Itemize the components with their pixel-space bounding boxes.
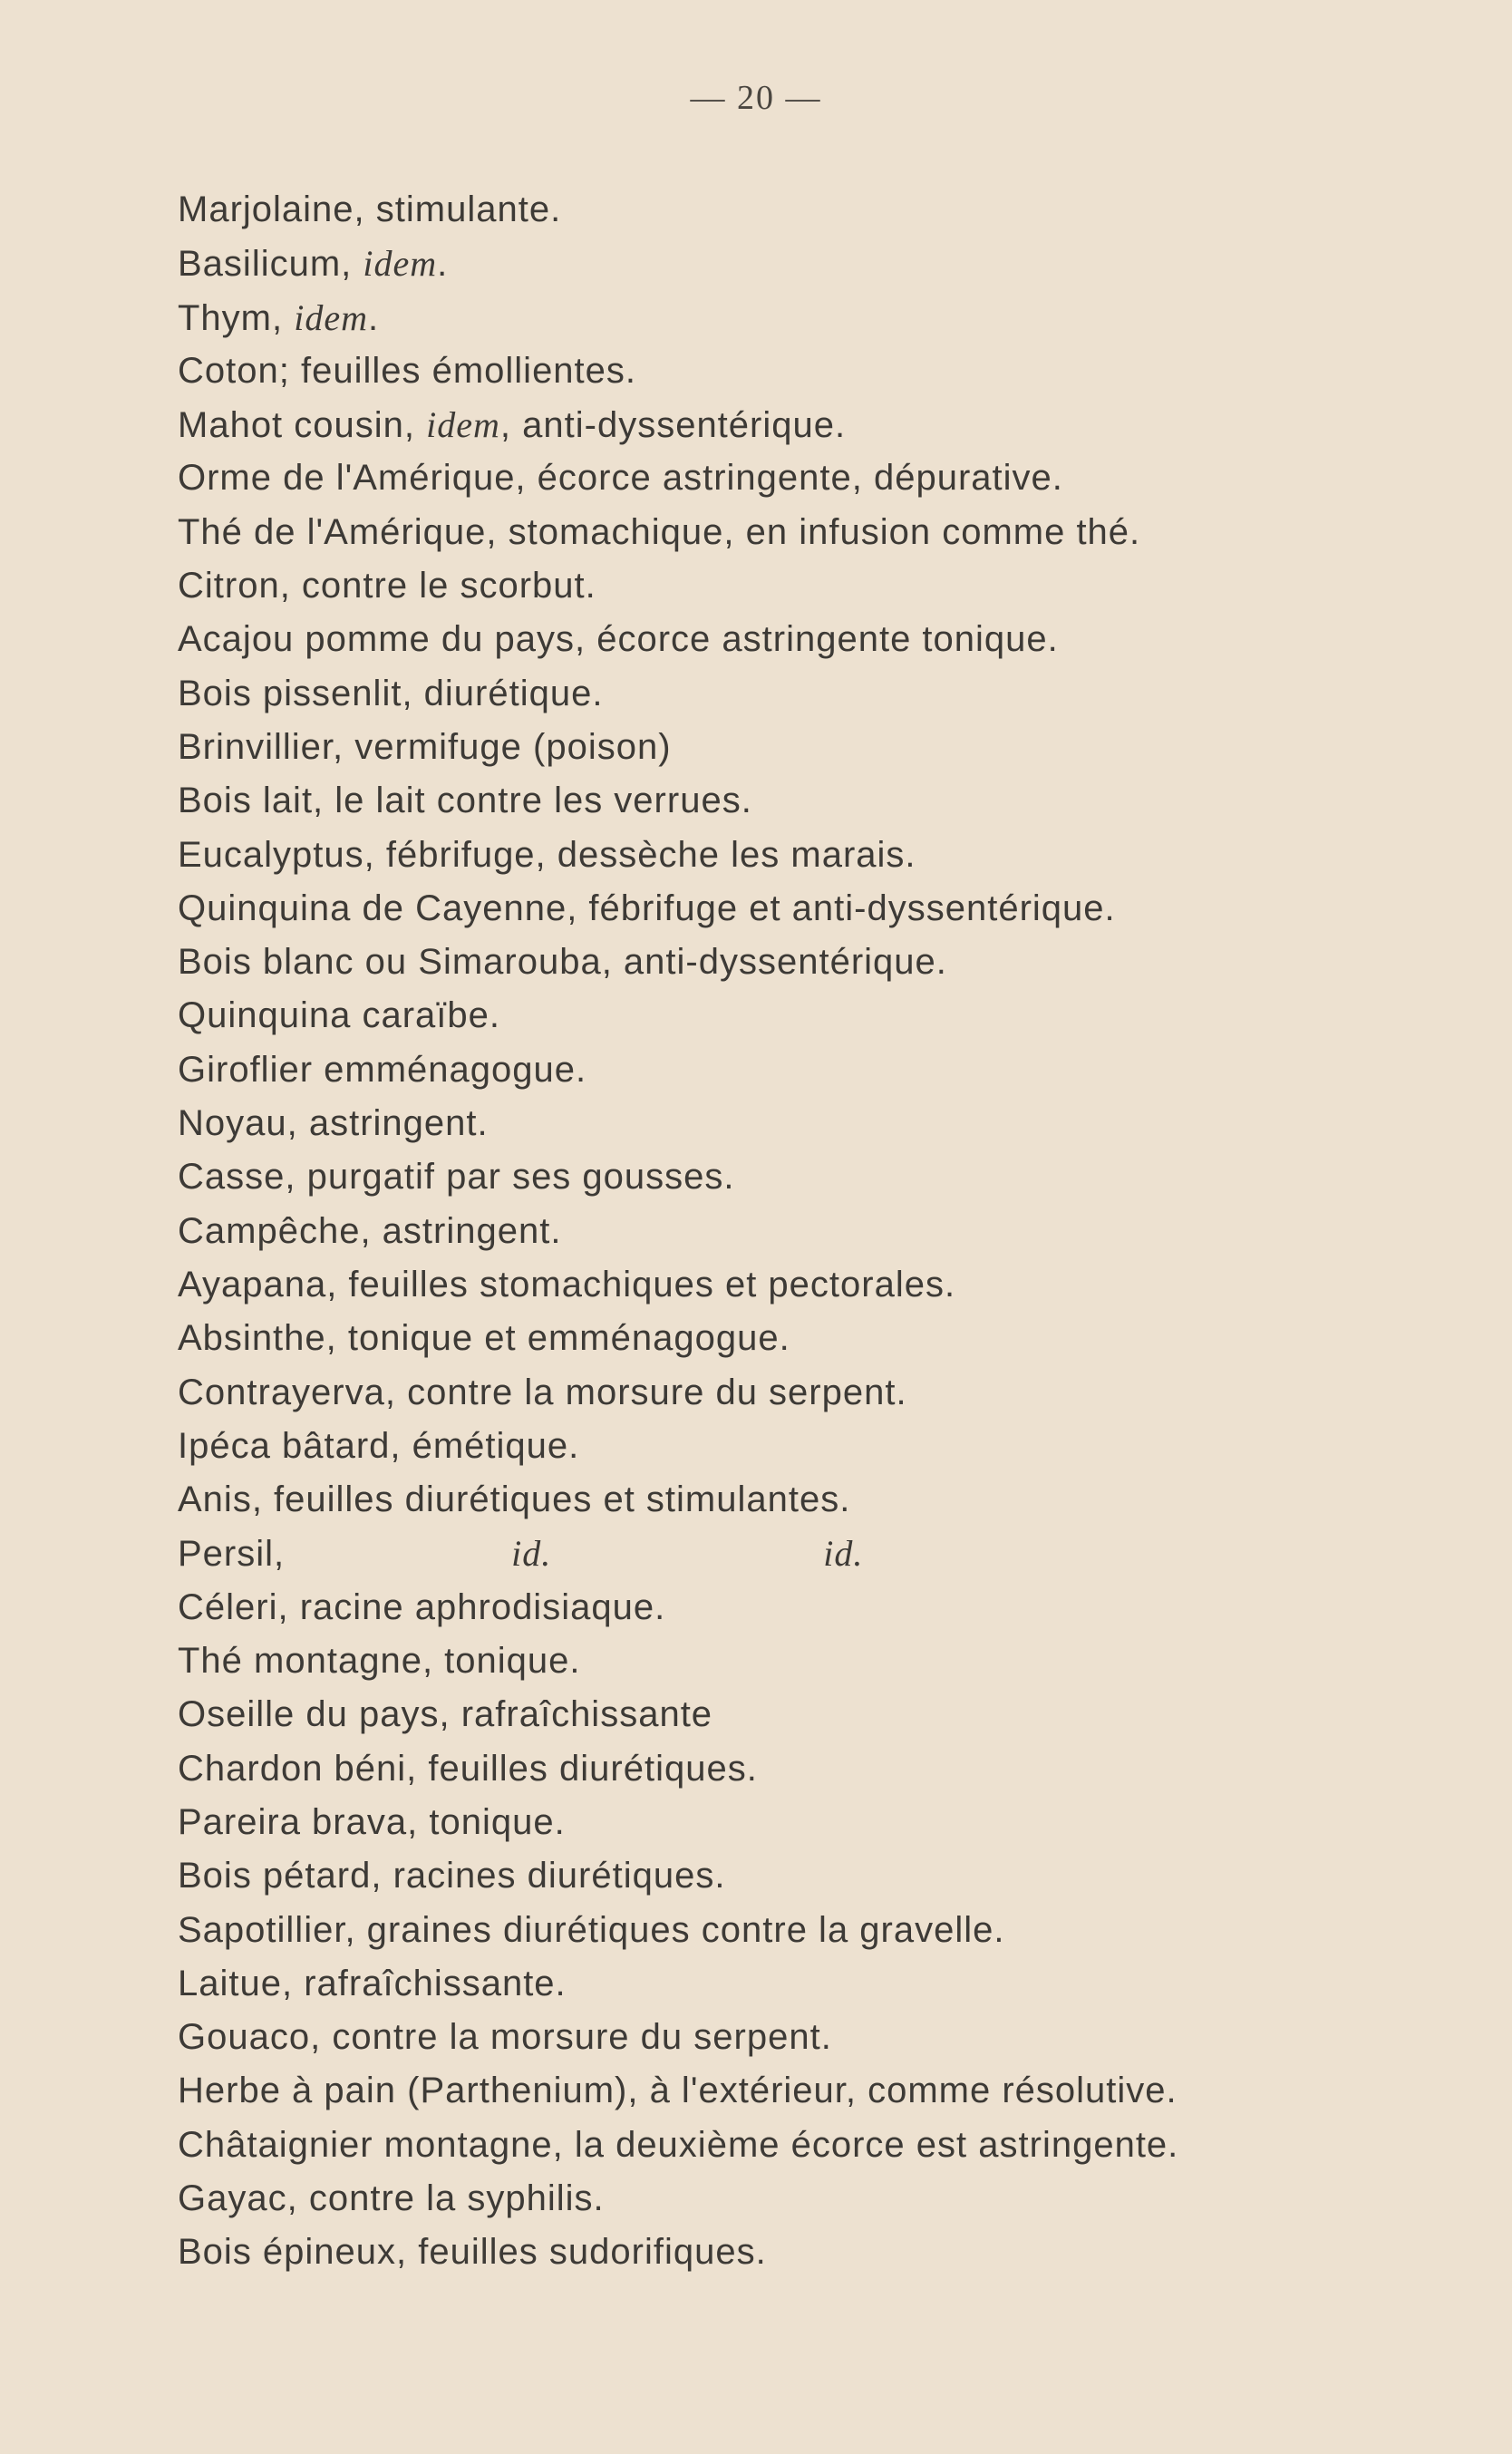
list-item bbox=[178, 1849, 1465, 1903]
list-item bbox=[178, 2119, 1465, 2172]
list-item bbox=[178, 667, 1465, 721]
entry-text: Brinvillier, vermifuge (poison) bbox=[178, 726, 672, 767]
italic-term: idem bbox=[426, 404, 500, 446]
list-item bbox=[178, 506, 1465, 559]
entry-text: Contrayerva, contre la morsure du serpent. bbox=[178, 1372, 907, 1412]
entry-text: , anti-dyssentérique. bbox=[499, 405, 847, 446]
list-item bbox=[178, 1688, 1465, 1741]
list-item bbox=[178, 1581, 1465, 1634]
list-item bbox=[178, 1634, 1465, 1688]
entry-text: Sapotillier, graines diurétiques contre la gravelle. bbox=[178, 1909, 1005, 1950]
list-item bbox=[178, 237, 1465, 290]
entry-text: Basilicum, bbox=[178, 244, 363, 285]
entry-text: Ayapana, feuilles stomachiques et pectorales. bbox=[178, 1264, 956, 1305]
list-item bbox=[178, 774, 1465, 828]
entry-text: Eucalyptus, fébrifuge, dessèche les marais. bbox=[178, 834, 916, 875]
list-item bbox=[178, 1097, 1465, 1150]
list-item bbox=[178, 613, 1465, 666]
list-item bbox=[178, 398, 1465, 451]
list-item bbox=[178, 2226, 1465, 2279]
entry-text: Orme de l'Amérique, écorce astringente, dépurative. bbox=[178, 458, 1063, 499]
list-item bbox=[178, 451, 1465, 505]
entry-text: Oseille du pays, rafraîchissante bbox=[178, 1694, 713, 1735]
list-item bbox=[178, 936, 1465, 989]
entry-text: Campêche, astringent. bbox=[178, 1210, 562, 1251]
entry-text: Bois épineux, feuilles sudorifiques. bbox=[178, 2232, 767, 2273]
entry-text: Chardon béni, feuilles diurétiques. bbox=[178, 1748, 758, 1789]
page-number: — 20 — bbox=[690, 79, 822, 117]
entry-text: Absinthe, tonique et emménagogue. bbox=[178, 1318, 790, 1359]
entry-text: Thé de l'Amérique, stomachique, en infusion comme thé. bbox=[178, 511, 1141, 552]
list-item bbox=[178, 1796, 1465, 1849]
entry-text: Herbe à pain (Parthenium), à l'extérieur, comme résolutive. bbox=[178, 2071, 1178, 2111]
entry-text: Laitue, rafraîchissante. bbox=[178, 1963, 567, 2003]
entry-text: Thé montagne, tonique. bbox=[178, 1641, 581, 1682]
entry-text: Marjolaine, stimulante. bbox=[178, 189, 562, 229]
entry-text: Quinquina caraïbe. bbox=[178, 995, 501, 1036]
entry-text: . bbox=[368, 297, 380, 338]
entry-text: Mahot cousin, bbox=[178, 405, 427, 446]
list-item bbox=[178, 1473, 1465, 1527]
list-item bbox=[178, 721, 1465, 774]
list-item bbox=[178, 989, 1465, 1043]
list-item bbox=[178, 559, 1465, 613]
list-item bbox=[178, 1312, 1465, 1365]
entry-text: Quinquina de Cayenne, fébrifuge et anti-dyssentérique. bbox=[178, 888, 1116, 928]
list-item bbox=[178, 2064, 1465, 2118]
list-item bbox=[178, 1258, 1465, 1312]
entry-text: Bois blanc ou Simarouba, anti-dyssentérique. bbox=[178, 942, 947, 983]
entry-text: Bois pétard, racines diurétiques. bbox=[178, 1856, 726, 1896]
list-item bbox=[178, 1150, 1465, 1204]
entry-text: Bois pissenlit, diurétique. bbox=[178, 673, 604, 713]
list-item bbox=[178, 1205, 1465, 1258]
italic-term: idem bbox=[294, 296, 368, 338]
list-item bbox=[178, 1366, 1465, 1420]
entry-text: Gouaco, contre la morsure du serpent. bbox=[178, 2017, 832, 2058]
list-item bbox=[178, 829, 1465, 882]
entry-text: Bois lait, le lait contre les verrues. bbox=[178, 781, 752, 821]
entry-text: . bbox=[437, 244, 449, 285]
list-item bbox=[178, 2172, 1465, 2226]
entry-text: Coton; feuilles émollientes. bbox=[178, 350, 637, 391]
ditto-mark: id. bbox=[511, 1533, 552, 1575]
list-item bbox=[178, 1420, 1465, 1473]
list-item bbox=[178, 882, 1465, 936]
list-item bbox=[178, 1742, 1465, 1796]
ditto-mark: id. bbox=[823, 1533, 864, 1575]
entry-text: Giroflier emménagogue. bbox=[178, 1049, 587, 1090]
list-item bbox=[178, 1043, 1465, 1097]
list-item bbox=[178, 344, 1465, 398]
list-item bbox=[178, 291, 1465, 344]
list-item bbox=[178, 2011, 1465, 2064]
list-item bbox=[178, 1957, 1465, 2011]
entry-text: Casse, purgatif par ses gousses. bbox=[178, 1157, 735, 1198]
list-item bbox=[178, 1904, 1465, 1957]
entry-text: Thym, bbox=[178, 297, 295, 338]
entry-text: Ipéca bâtard, émétique. bbox=[178, 1425, 580, 1466]
entry-text: Citron, contre le scorbut. bbox=[178, 566, 596, 606]
entry-text: Pareira brava, tonique. bbox=[178, 1801, 566, 1842]
list-item bbox=[178, 1527, 1465, 1580]
entry-text: Acajou pomme du pays, écorce astringente tonique. bbox=[178, 619, 1059, 660]
entry-text: Anis, feuilles diurétiques et stimulantes. bbox=[178, 1479, 851, 1520]
entry-text: Céleri, racine aphrodisiaque. bbox=[178, 1586, 666, 1627]
entry-text: Gayac, contre la syphilis. bbox=[178, 2178, 605, 2218]
entry-text: Châtaignier montagne, la deuxième écorce est astringente. bbox=[178, 2124, 1179, 2165]
entry-text: Persil, bbox=[178, 1534, 286, 1575]
entry-text: Noyau, astringent. bbox=[178, 1103, 489, 1144]
list-item bbox=[178, 183, 1465, 237]
italic-term: idem bbox=[363, 243, 438, 285]
plant-list bbox=[178, 183, 1465, 2280]
